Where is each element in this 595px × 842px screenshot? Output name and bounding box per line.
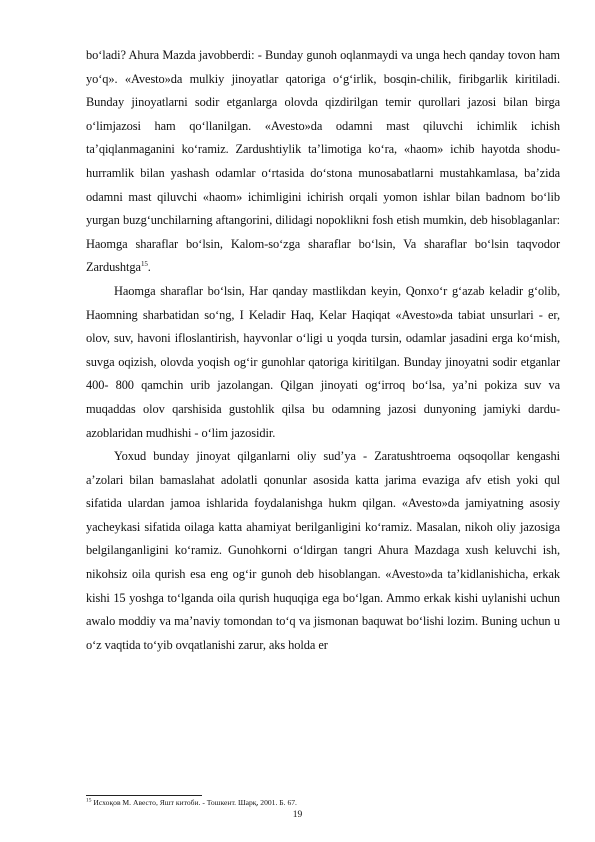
paragraph-1 [86, 44, 560, 280]
paragraph-2: Haomga sharaflar boʻlsin, Har qanday mastlikdan keyin, Qonxoʻr gʻazab keladir gʻolib, Haomning sharbatidan soʻng, I Keladir Haq, Kelar Haqiqat «Avesto»da tabiat unsurlari - er, olov, suv, havoni ifloslantirish, hayvonlar oʻligi u yoqda tursin, odamlar jasadini erga koʻmish, suvga oqizish, olovda yoqish ogʻir gunohlar qatoriga kiritilgan. Bunday jinoyatni sodir etganlar 400- 800 qamchin urib jazolangan. Qilgan jinoyati ogʻirroq boʻlsa, ya’ni pokiza suv va muqaddas olov qarshisida gustohlik qilsa bu odamning jazosi dunyoning jamiyki dardu-azoblaridan mudhishi - oʻlim jazosidir. [86, 283, 560, 440]
footnote-divider [86, 795, 202, 796]
page-body [86, 44, 560, 657]
paragraph-1-end: . [147, 260, 151, 275]
page-number: 19 [292, 810, 303, 820]
footnote-reference[interactable]: 15 [140, 260, 148, 269]
paragraph-1-text: boʻladi? Ahura Mazda javobberdi: - Bunday gunoh oqlanmaydi va unga hech qanday tovon ham yoʻq». «Avesto»da mulkiy jinoyatlar qatoriga oʻgʻirlik, bosqin-chilik, firibgarlik kiritiladi. Bunday jinoyatlarni sodir etganlarga olovda qizdirilgan temir qurollari jazosi bilan birga oʻlimjazosi ham qoʻllanilgan. «Avesto»da odamni mast qiluvchi ichimlik ichish ta’qiqlanmaganini koʻramiz. Zardushtiylik ta’limotiga koʻra, «haom» ichib hayotda shodu-hurramlik bilan yashash odamlar oʻrtasida doʻstona munosabatlarni mustahkamlasa, ba’zida odamni mast qiluvchi «haom» ichimligini ichirish orqali yomon ishlar bilan badnom boʻlib yurgan buzgʻunchilarning aftangorini, dilidagi nopoklikni fosh etish mumkin, deb hisoblaganlar: Haomga sharaflar boʻlsin, Kalom-soʻzga sharaflar boʻlsin, Va sharaflar boʻlsin taqvodor Zardushtga [86, 48, 560, 275]
footnote-mark: 15 [86, 797, 92, 804]
footnote-text: Исхоқов М. Авесто, Яшт китоби. - Тошкент. Шарқ, 2001. Б. 67. [91, 798, 297, 807]
paragraph-3: Yoxud bunday jinoyat qilganlarni oliy sud’ya - Zaratushtroema oqsoqollar kengashi a’zolari bilan bamaslahat adolatli qonunlar asosida katta jarima evaziga afv etish yoki qul sifatida ulardan jamoa ishlarida foydalanishga hukm qilgan. «Avesto»da jamiyatning asosiy yacheykasi sifatida oilaga katta ahamiyat berilganligini koʻramiz. Masalan, nikoh oliy jazosiga belgilanganligini koʻramiz. Gunohkorni oʻldirgan tangri Ahura Mazdaga xush keluvchi ish, nikohsiz oila qurish esa eng ogʻir gunoh deb hisoblangan. «Avesto»da ta’kidlanishicha, erkak kishi 15 yoshga toʻlganda oila qurish huquqiga ega boʻlgan. Ammo erkak kishi uylanishi uchun awalo moddiy va ma’naviy tomondan toʻq va jismonan baquwat boʻlishi lozim. Buning uchun u oʻz vaqtida toʻyib ovqatlanishi zarur, aks holda er [86, 449, 560, 652]
footnote [86, 798, 560, 808]
